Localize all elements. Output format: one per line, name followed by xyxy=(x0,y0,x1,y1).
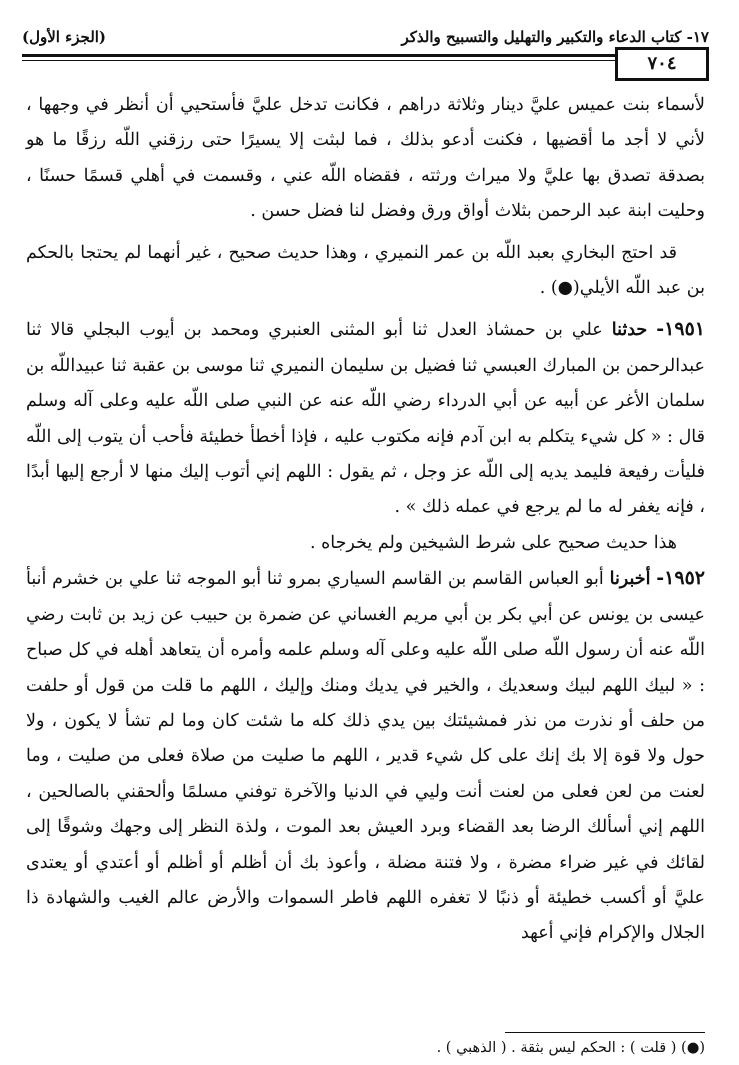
hadith-number: ١٩٥٢- xyxy=(656,567,705,590)
volume-label: (الجزء الأول) xyxy=(22,28,107,46)
hadith-1952 xyxy=(26,561,705,951)
narration-word: حدثنا xyxy=(611,320,648,341)
running-title: ١٧- كتاب الدعاء والتكبير والتهليل والتسبيح والذكر xyxy=(401,28,709,46)
hadith-number: ١٩٥١- xyxy=(656,318,705,341)
header-rule xyxy=(22,54,709,57)
page-body xyxy=(26,88,705,952)
page-header xyxy=(22,24,709,50)
header-rule-thin xyxy=(22,60,619,61)
footnote-divider xyxy=(505,1032,705,1033)
page-number: ٧٠٤ xyxy=(615,47,709,81)
paragraph-commentary-2: هذا حديث صحيح على شرط الشيخين ولم يخرجاه . xyxy=(309,532,677,553)
paragraph-commentary-1: قد احتج البخاري بعبد اللّه بن عمر النميري ، وهذا حديث صحيح ، غير أنهما لم يحتجا بالحكم بن عبد اللّه الأيلي(●) . xyxy=(26,242,705,299)
hadith-text: أبو العباس القاسم بن القاسم السياري بمرو ثنا أبو الموجه ثنا علي بن خشرم أنبأ عيسى بن يونس عن أبي بكر بن أبي مريم الغساني عن ضمرة بن حبيب عن زيد بن ثابت رضي اللّه عنه أن رسول اللّه صلى اللّه عليه وعلى آله وسلم علمه وأمره أن يتعاهد أهله في كل صباح : « لبيك اللهم لبيك وسعديك ، والخير في يديك ومنك وإليك ، اللهم ما قلت من قول أو حلفت من حلف أو نذرت من نذر فمشيئتك بين يدي ذلك كله ما شئت كان وما لم تشأ لا يكون ، ولا حول ولا قوة إلا بك إنك على كل شيء قدير ، اللهم ما صليت من صلاة فعلى من صليت ، وما لعنت من لعن فعلى من لعنت أنت وليي في الدنيا والآخرة توفني مسلمًا وألحقني بالصالحين ، اللهم إني أسألك الرضا بعد القضاء وبرد العيش بعد الموت ، ولذة النظر إلى وجهك وشوقًا إلى لقائك في غير ضراء مضرة ، ولا فتنة مضلة ، وأعوذ بك أن أظلم أو أظلم أو أعتدي أو يعتدى عليَّ أو أكسب خطيئة أو ذنبًا لا تغفره اللهم فاطر السموات والأرض عالم الغيب والشهادة ذا الجلال والإكرام فإني أعهد xyxy=(26,569,705,944)
hadith-1951 xyxy=(26,312,705,525)
hadith-text: علي بن حمشاذ العدل ثنا أبو المثنى العنبري ومحمد بن أيوب البجلي قالا ثنا عبدالرحمن بن المبارك العبسي ثنا فضيل بن سليمان النميري ثنا موسى بن عقبة ثنا عبيداللّه بن سلمان الأغر عن أبيه عن أبي الدرداء رضي اللّه عنه عن النبي صلى اللّه عليه وعلى آله وسلم قال : « كل شيء يتكلم به ابن آدم فإنه مكتوب عليه ، فإذا أخطأ خطيئة فأحب أن يتوب إلى اللّه فليأت رفيعة فليمد يديه إلى اللّه عز وجل ، ثم يقول : اللهم إني أتوب إليك منها لا أرجع إليها أبدًا ، فإنه يغفر له ما لم يرجع في عمله ذلك » . xyxy=(26,320,705,518)
footnote: (●) ( قلت ) : الحكم ليس بثقة . ( الذهبي ) . xyxy=(436,1040,705,1056)
paragraph-intro: لأسماء بنت عميس عليَّ دينار وثلاثة دراهم ، فكانت تدخل عليَّ فأستحيي أن أنظر في وجهها ، لأني لا أجد ما أقضيها ، فكنت أدعو بذلك ، فما لبثت إلا يسيرًا حتى رزقني اللّه رزقًا ما هو بصدقة تصدق بها عليَّ ولا ميراث ورثته ، فقضاه اللّه عني ، وقسمت في أهلي قسمًا حسنًا ، وحليت ابنة عبد الرحمن بثلاث أواق ورق وفضل لنا فضل حسن . xyxy=(26,95,705,222)
narration-word: أخبرنا xyxy=(609,569,651,590)
